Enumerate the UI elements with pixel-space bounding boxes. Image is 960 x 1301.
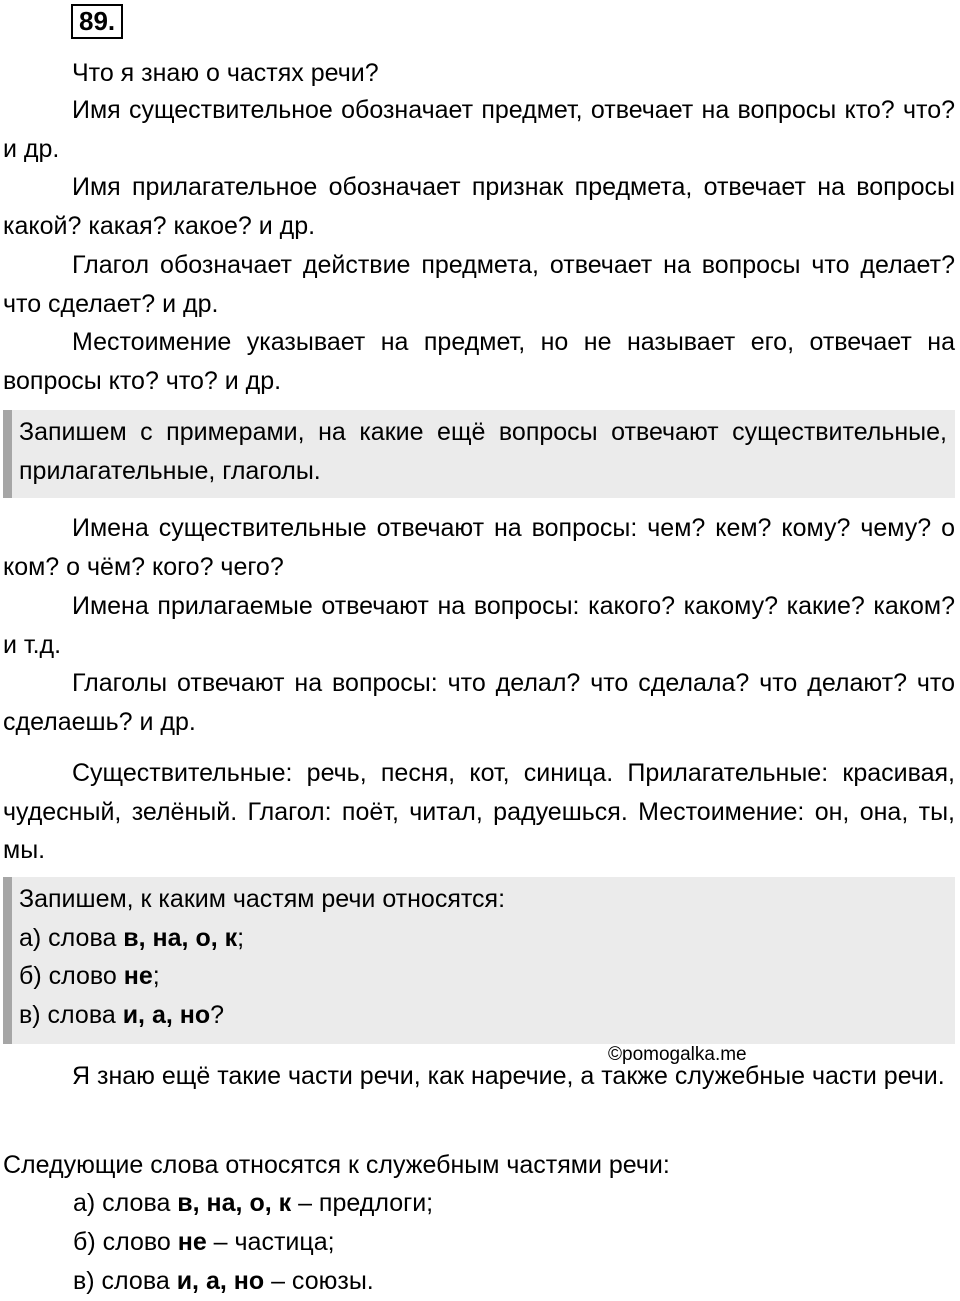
intro-noun: Имя существительное обозначает предмет, отвечает на вопросы кто? что? и др. bbox=[3, 96, 955, 163]
watermark-text: ©pomogalka.me bbox=[608, 1044, 747, 1065]
task1-text: Запишем с примерами, на какие ещё вопросы отвечают существительные, прилагательные, глаголы. bbox=[19, 418, 947, 485]
answer2-item-a: а) слова в, на, о, к – предлоги; bbox=[73, 1189, 434, 1217]
answer-nouns: Имена существительные отвечают на вопросы: чем? кем? кому? чему? о ком? о чём? кого? чего? bbox=[3, 514, 955, 581]
task-box-2 bbox=[3, 877, 955, 1044]
answer2-intro: Я знаю ещё такие части речи, как наречие, а также служебные части речи. bbox=[72, 1062, 945, 1090]
exercise-number: 89. bbox=[71, 4, 123, 39]
answer-verbs: Глаголы отвечают на вопросы: что делал? что сделала? что делают? что сделаешь? и др. bbox=[3, 669, 955, 736]
task2-item-c: в) слова и, а, но? bbox=[19, 1000, 225, 1029]
task2-item-a: а) слова в, на, о, к; bbox=[19, 923, 245, 952]
answer2-title: Следующие слова относятся к служебным частями речи: bbox=[3, 1151, 670, 1179]
task2-title: Запишем, к каким частям речи относятся: bbox=[19, 885, 506, 913]
intro-pronoun: Местоимение указывает на предмет, но не называет его, отвечает на вопросы кто? что? и др. bbox=[3, 328, 955, 395]
intro-verb: Глагол обозначает действие предмета, отвечает на вопросы что делает? что сделает? и др. bbox=[3, 251, 955, 318]
examples-paragraph: Существительные: речь, песня, кот, синица. Прилагательные: красивая, чудесный, зелёный. Глагол: поёт, читал, радуешься. Местоимение: он, она, ты, мы. bbox=[3, 759, 955, 864]
task-box-1 bbox=[3, 410, 955, 498]
intro-adjective: Имя прилагательное обозначает признак предмета, отвечает на вопросы какой? какая? какое? и др. bbox=[3, 173, 955, 240]
answer2-item-c: в) слова и, а, но – союзы. bbox=[73, 1267, 374, 1295]
answer-adjectives: Имена прилагаемые отвечают на вопросы: какого? какому? какие? каком? и т.д. bbox=[3, 592, 955, 659]
task2-item-b: б) слово не; bbox=[19, 962, 160, 990]
answer2-item-b: б) слово не – частица; bbox=[73, 1228, 335, 1256]
intro-question: Что я знаю о частях речи? bbox=[72, 59, 379, 87]
